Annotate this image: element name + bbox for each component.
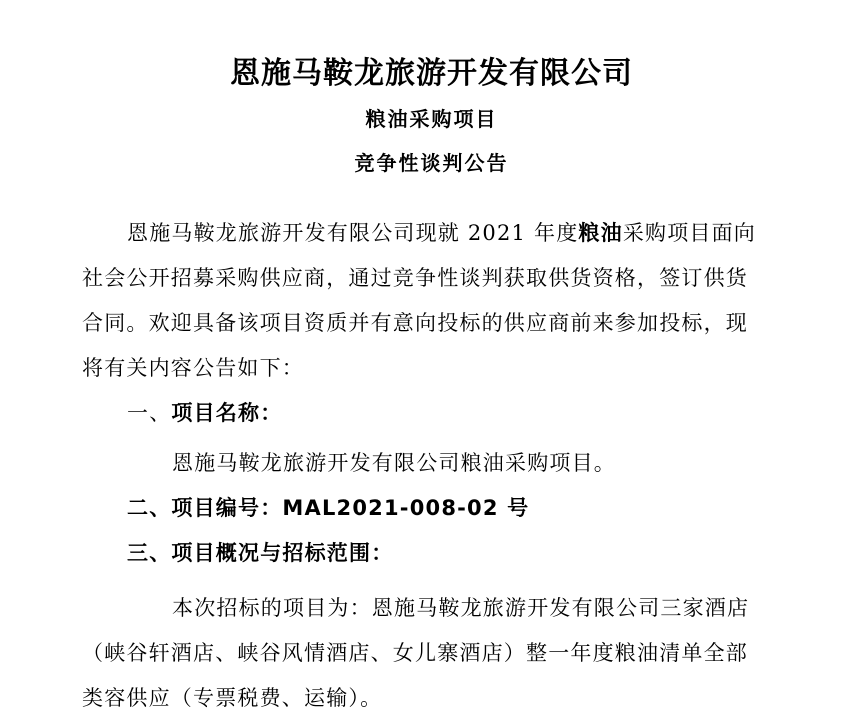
intro-text-a: 恩施马鞍龙旅游开发有限公司现就 2021 年度 (127, 221, 579, 245)
notice-title: 竞争性谈判公告 (354, 151, 509, 175)
intro-line-3: 合同。欢迎具备该项目资质并有意向投标的供应商前来参加投标，现 (82, 311, 748, 335)
section1-number: 一、 (127, 401, 172, 425)
section3-line-3: 类容供应（专票税费、运输）。 (82, 686, 383, 710)
intro-line-2: 社会公开招募采购供应商，通过竞争性谈判获取供货资格，签订供货 (82, 266, 748, 290)
project-title: 粮油采购项目 (365, 107, 498, 131)
intro-text-b: 采购项目面向 (622, 221, 757, 245)
section3-line-1: 本次招标的项目为：恩施马鞍龙旅游开发有限公司三家酒店 (172, 596, 750, 620)
section1-label: 项目名称： (171, 401, 283, 425)
section1-heading (127, 398, 282, 428)
section3-line-2: （峡谷轩酒店、峡谷风情酒店、女儿寨酒店）整一年度粮油清单全部 (82, 641, 748, 665)
intro-line-1 (127, 218, 756, 248)
intro-line-4: 将有关内容公告如下： (82, 356, 304, 380)
section1-body: 恩施马鞍龙旅游开发有限公司粮油采购项目。 (172, 451, 616, 475)
section2-heading: 二、项目编号：MAL2021-008-02 号 (127, 496, 530, 520)
section3-heading: 三、项目概况与招标范围： (127, 541, 394, 565)
company-title: 恩施马鞍龙旅游开发有限公司 (230, 56, 633, 91)
intro-bold-term: 粮油 (578, 221, 623, 245)
